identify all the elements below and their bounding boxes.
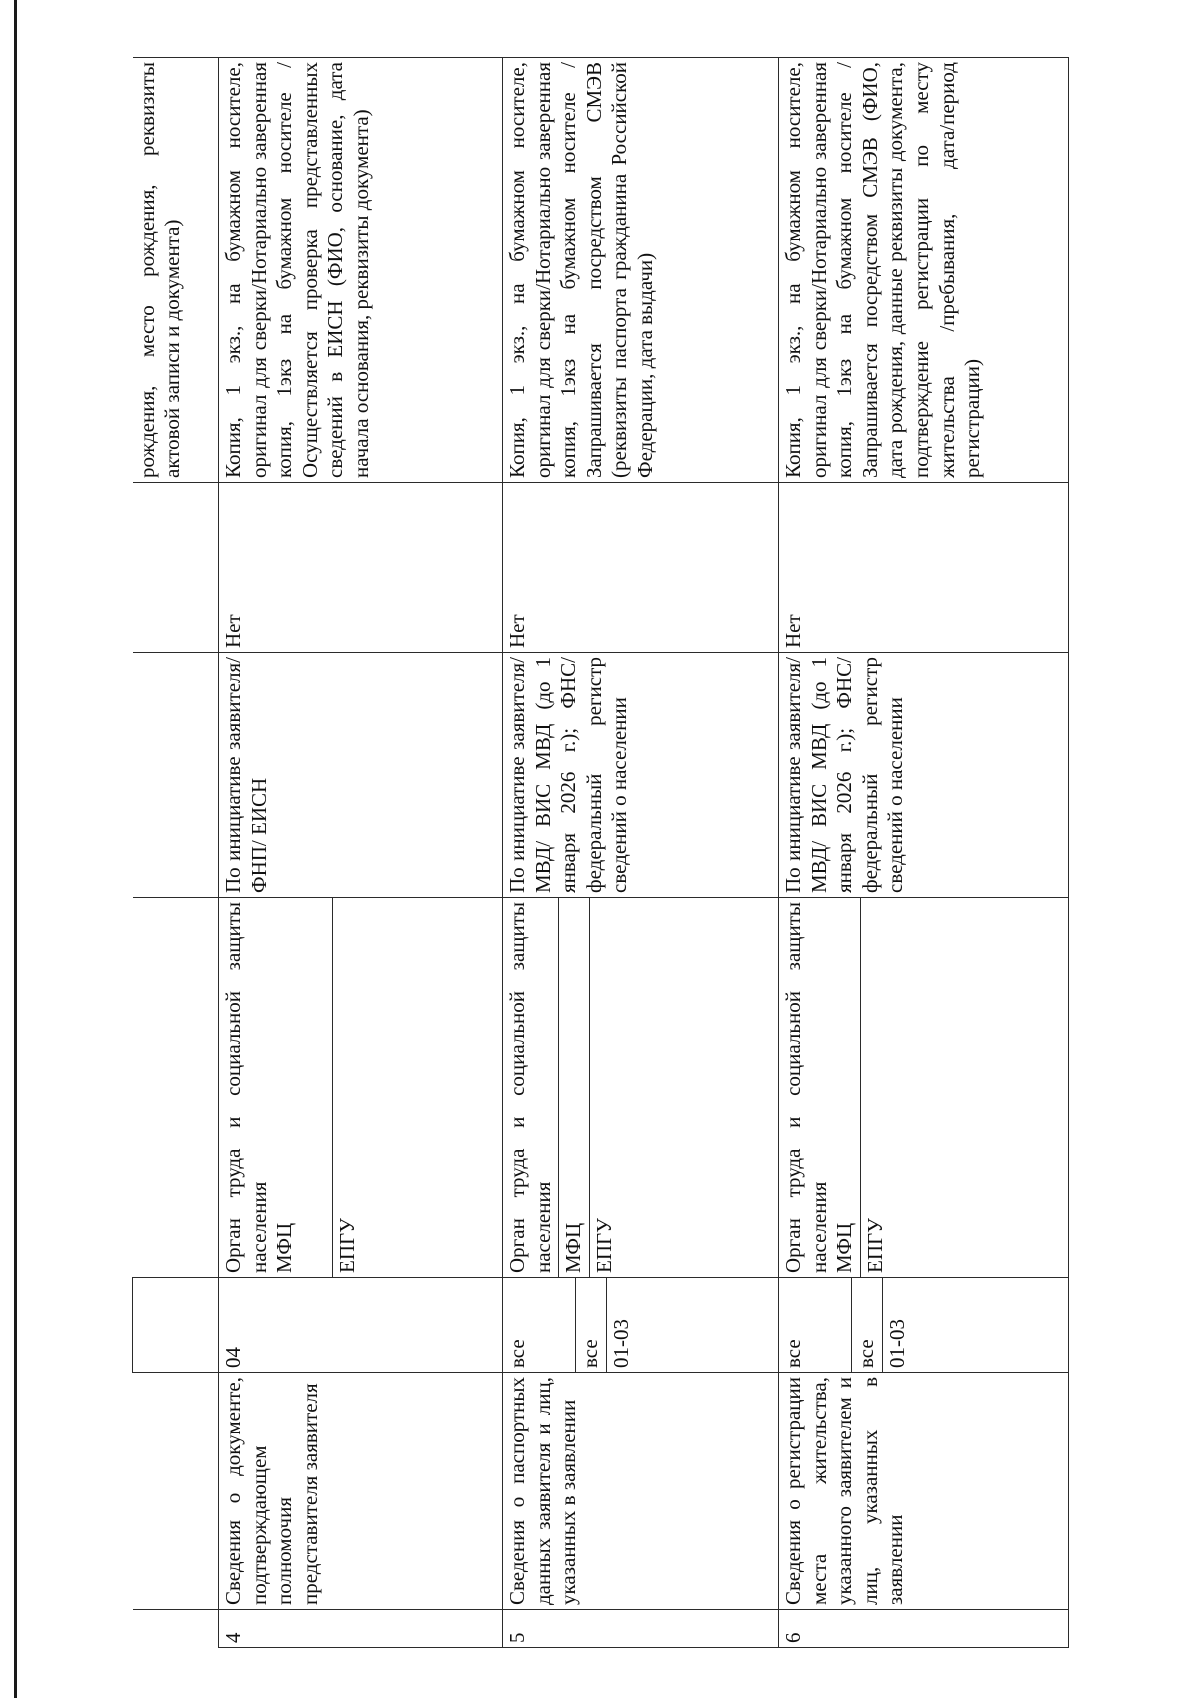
code-item: все xyxy=(575,1278,604,1372)
continuation-text: рождения, место рождения, реквизиты актовой записи и документа) xyxy=(133,58,219,483)
row-number: 6 xyxy=(779,1610,1069,1648)
row-name: Сведения о паспортных данных заявителя и лиц, указанных в заявлении xyxy=(503,1373,779,1610)
source-item: МФЦ xyxy=(832,1222,857,1273)
row-flag: Нет xyxy=(779,483,1069,653)
row-sources xyxy=(779,898,1069,1278)
source-item: МФЦ xyxy=(558,898,587,1277)
row-provider: По инициативе заявителя/ ФНП/ ЕИСН xyxy=(219,653,503,898)
source-item: ЕПГУ xyxy=(332,898,361,1277)
code-item: все xyxy=(781,1339,805,1368)
row-provider: По инициативе заявителя/ МВД/ ВИС МВД (до 1 января 2026 г.); ФНС/ федеральный регистр сведений о населении xyxy=(503,653,779,898)
row-requirements: Копия, 1 экз., на бумажном носителе, оригинал для сверки/Нотариально заверенная копия, 1экз на бумажном носителе / Осуществляется проверка представленных сведений в ЕИСН (ФИО, основание, дата начала основания, реквизиты документа) xyxy=(219,58,503,483)
table-row xyxy=(779,58,1069,1648)
row-sources xyxy=(219,898,503,1278)
row-number: 5 xyxy=(503,1610,779,1648)
code-item: 01-03 xyxy=(606,1278,635,1372)
blank-cell xyxy=(133,653,219,898)
services-table xyxy=(132,57,1069,1648)
rotated-page xyxy=(132,58,1092,1648)
code-item: все xyxy=(851,1278,880,1372)
continuation-row xyxy=(133,58,219,1648)
row-flag: Нет xyxy=(503,483,779,653)
source-item: ЕПГУ xyxy=(860,898,889,1277)
code-item: 01-03 xyxy=(882,1278,911,1372)
table-row xyxy=(503,58,779,1648)
blank-cell xyxy=(133,898,219,1278)
row-codes xyxy=(779,1278,1069,1373)
row-number: 4 xyxy=(219,1610,503,1648)
blank-cell xyxy=(133,1278,219,1373)
row-name: Сведения о документе, подтверждающем полномочия представителя заявителя xyxy=(219,1373,503,1610)
source-item: МФЦ xyxy=(272,1222,297,1273)
binding-edge-line xyxy=(14,0,17,1698)
source-item: Орган труда и социальной защиты населения xyxy=(781,902,831,1273)
row-provider: По инициативе заявителя/ МВД/ ВИС МВД (до 1 января 2026 г.); ФНС/ федеральный регистр сведений о населении xyxy=(779,653,1069,898)
source-item: Орган труда и социальной защиты населения xyxy=(221,902,271,1273)
source-item: ЕПГУ xyxy=(589,898,618,1277)
row-flag: Нет xyxy=(219,483,503,653)
row-name: Сведения о регистрации места жительства, указанного заявителем и лиц, указанных в заявлении xyxy=(779,1373,1069,1610)
source-item: Орган труда и социальной защиты населения xyxy=(505,902,555,1273)
code-item: все xyxy=(505,1339,529,1368)
blank-cell xyxy=(133,1610,219,1648)
blank-cell xyxy=(133,483,219,653)
row-code: 04 xyxy=(219,1278,503,1373)
table-row xyxy=(219,58,503,1648)
row-requirements: Копия, 1 экз., на бумажном носителе, оригинал для сверки/Нотариально заверенная копия, 1экз на бумажном носителе / Запрашивается посредством СМЭВ (реквизиты паспорта гражданина Российской Федерации, дата выдачи) xyxy=(503,58,779,483)
row-sources xyxy=(503,898,779,1278)
row-requirements: Копия, 1 экз., на бумажном носителе, оригинал для сверки/Нотариально заверенная копия, 1экз на бумажном носителе / Запрашивается посредством СМЭВ (ФИО, дата рождения, данные реквизиты документа, подтверждение регистрации по месту жительства /пребывания, дата/период регистрации) xyxy=(779,58,1069,483)
row-codes xyxy=(503,1278,779,1373)
blank-cell xyxy=(133,1373,219,1610)
